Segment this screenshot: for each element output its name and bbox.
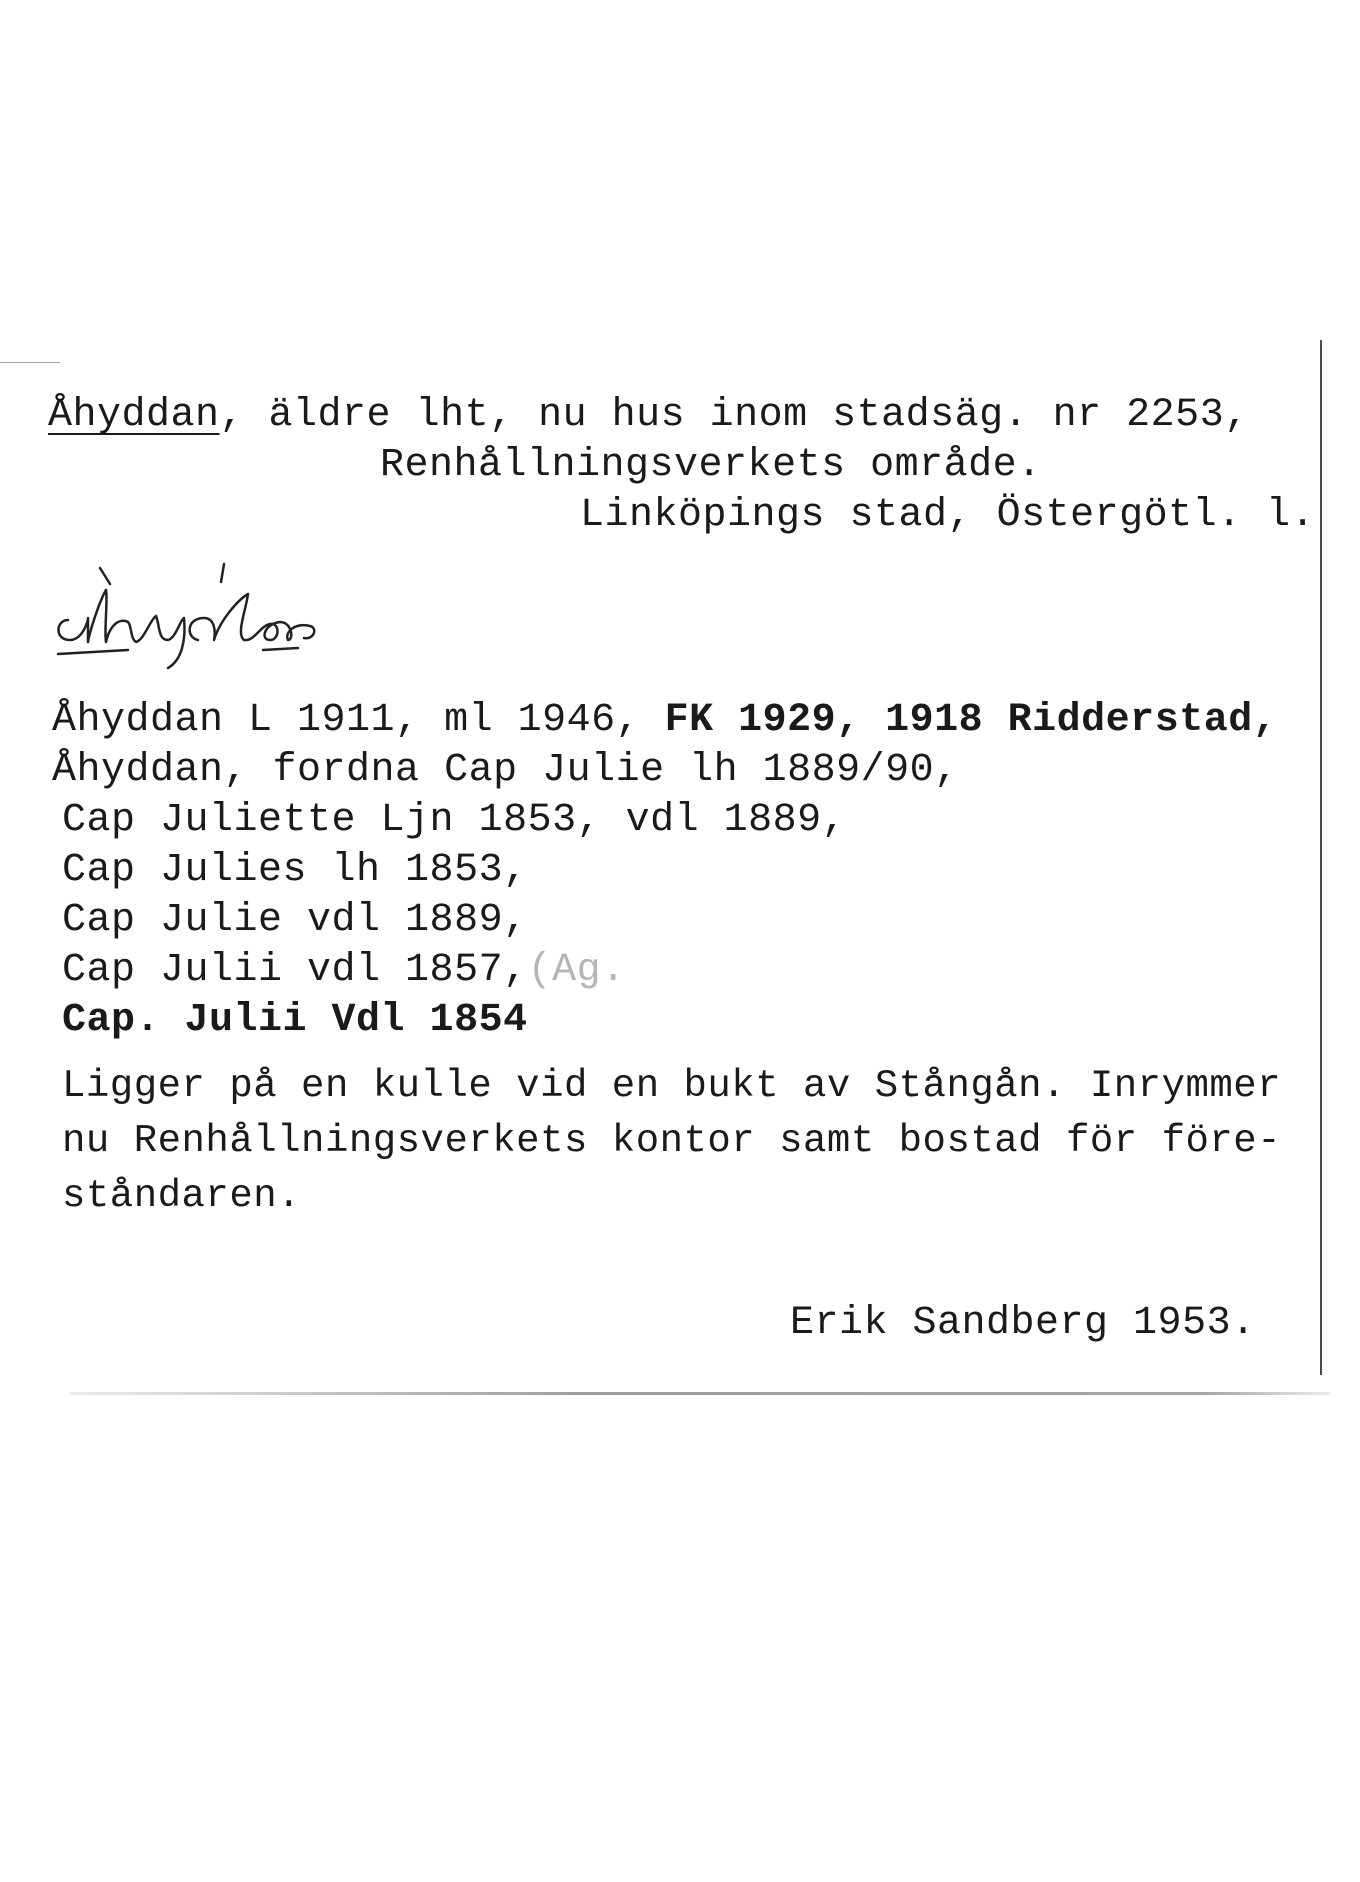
record-line-6 xyxy=(62,947,626,995)
card-edge-right xyxy=(1320,340,1322,1375)
header-line-2: Renhållningsverkets område. xyxy=(380,443,1042,488)
header-line-1 xyxy=(48,392,1249,440)
signature: Erik Sandberg 1953. xyxy=(790,1301,1256,1346)
record-line-1-bold: FK 1929, 1918 Ridderstad, xyxy=(664,698,1278,743)
description-line-2: nu Renhållningsverkets kontor samt bostad för före- xyxy=(62,1119,1282,1163)
record-line-1 xyxy=(52,697,1277,745)
record-line-1-normal: Åhyddan L 1911, ml 1946, xyxy=(52,698,665,743)
header-line-3: Linköpings stad, Östergötl. l. xyxy=(580,493,1316,538)
header-line-1-rest: , äldre lht, nu hus inom stadsäg. nr 2253, xyxy=(219,393,1249,438)
description-line-3: ståndaren. xyxy=(62,1174,302,1218)
card-edge-bottom xyxy=(70,1392,1330,1395)
record-line-4: Cap Julies lh 1853, xyxy=(62,848,528,893)
handwritten-note xyxy=(48,560,358,670)
record-line-3: Cap Juliette Ljn 1853, vdl 1889, xyxy=(62,798,847,843)
card-edge-top xyxy=(0,362,60,363)
record-line-7: Cap. Julii Vdl 1854 xyxy=(62,998,528,1043)
record-line-2: Åhyddan, fordna Cap Julie lh 1889/90, xyxy=(52,748,959,793)
record-line-6-faint: (Ag. xyxy=(527,948,626,993)
headword: Åhyddan xyxy=(48,393,220,438)
record-line-5: Cap Julie vdl 1889, xyxy=(62,898,528,943)
description-line-1: Ligger på en kulle vid en bukt av Stångån. Inrymmer xyxy=(62,1064,1282,1108)
record-line-6-text: Cap Julii vdl 1857, xyxy=(62,948,528,993)
